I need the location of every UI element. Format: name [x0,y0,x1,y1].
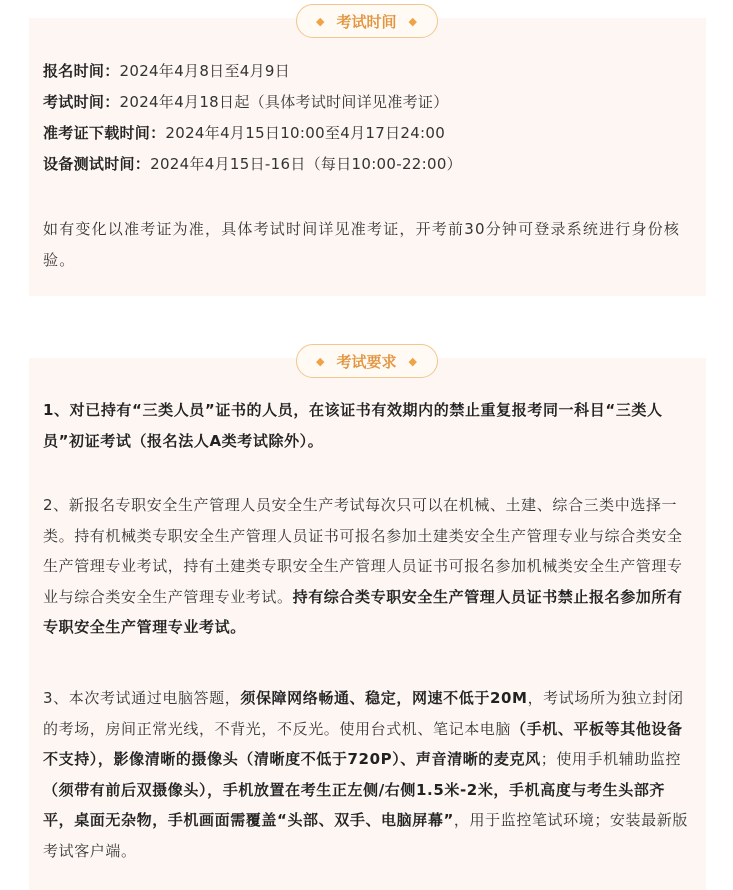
diamond-icon: ◆ [408,14,417,28]
exam-requirements-title: 考试要求 [336,352,397,371]
requirement-3-part: ；使用手机辅助监控 [540,750,682,768]
requirement-2-emphasis: 持有综合类专职安全生产管理人员证书禁止报名参加所有专职安全生产管理专业考试。 [43,587,683,636]
requirement-2: 2、新报名专职安全生产管理人员安全生产考试每次只可以在机械、土建、综合三类中选择一类。持有机械类专职安全生产管理人员证书可报名参加土建类安全生产管理专业与综合类安全生产管理专业考试，持有土建类专职安全生产管理人员证书可报名参加机械类安全生产管理专业与综合类安全生产管理专业考试。持有综合类专职安全生产管理人员证书禁止报名参加所有专职安全生产管理专业考试。 [43,496,683,636]
diamond-icon: ◆ [408,354,417,368]
requirement-3-part: 须保障网络畅通、稳定，网速不低于20M [240,689,528,707]
requirement-3 [43,683,695,866]
requirement-3-part: ，用于监控笔试环境；安装最新版考试客户端。 [43,811,688,860]
exam-time-title: 考试时间 [336,12,397,31]
exam-requirements-header [296,344,438,378]
requirement-3-part: ，考试场所为独立封闭的考场，房间正常光线，不背光，不反光。使用台式机、笔记本电脑 [43,689,684,738]
device-test-row: 设备测试时间：2024年4月15日-16日（每日10:00-22:00） [43,155,462,173]
requirement-3-part: 3、本次考试通过电脑答题， [43,689,241,707]
time-note: 如有变化以准考证为准，具体考试时间详见准考证，开考前30分钟可登录系统进行身份核验。 [43,220,681,269]
requirement-1: 1、对已持有“三类人员”证书的人员，在该证书有效期内的禁止重复报考同一科目“三类人员”初证考试（报名法人A类考试除外）。 [43,401,663,450]
diamond-icon: ◆ [316,354,325,368]
exam-time-row: 考试时间：2024年4月18日起（具体考试时间详见准考证） [43,93,449,111]
requirement-3-part: （须带有前后双摄像头），手机放置在考生正左侧/右侧1.5米-2米，手机高度与考生头部齐平，桌面无杂物，手机画面需覆盖“头部、双手、电脑屏幕” [43,780,666,829]
registration-time-row: 报名时间：2024年4月8日至4月9日 [43,62,291,80]
admission-download-row: 准考证下载时间：2024年4月15日10:00至4月17日24:00 [43,124,446,142]
requirement-3-part: （手机、平板等其他设备不支持），影像清晰的摄像头（清晰度不低于720P）、声音清晰的麦克风 [43,719,683,768]
diamond-icon: ◆ [316,14,325,28]
exam-time-header [296,4,438,38]
